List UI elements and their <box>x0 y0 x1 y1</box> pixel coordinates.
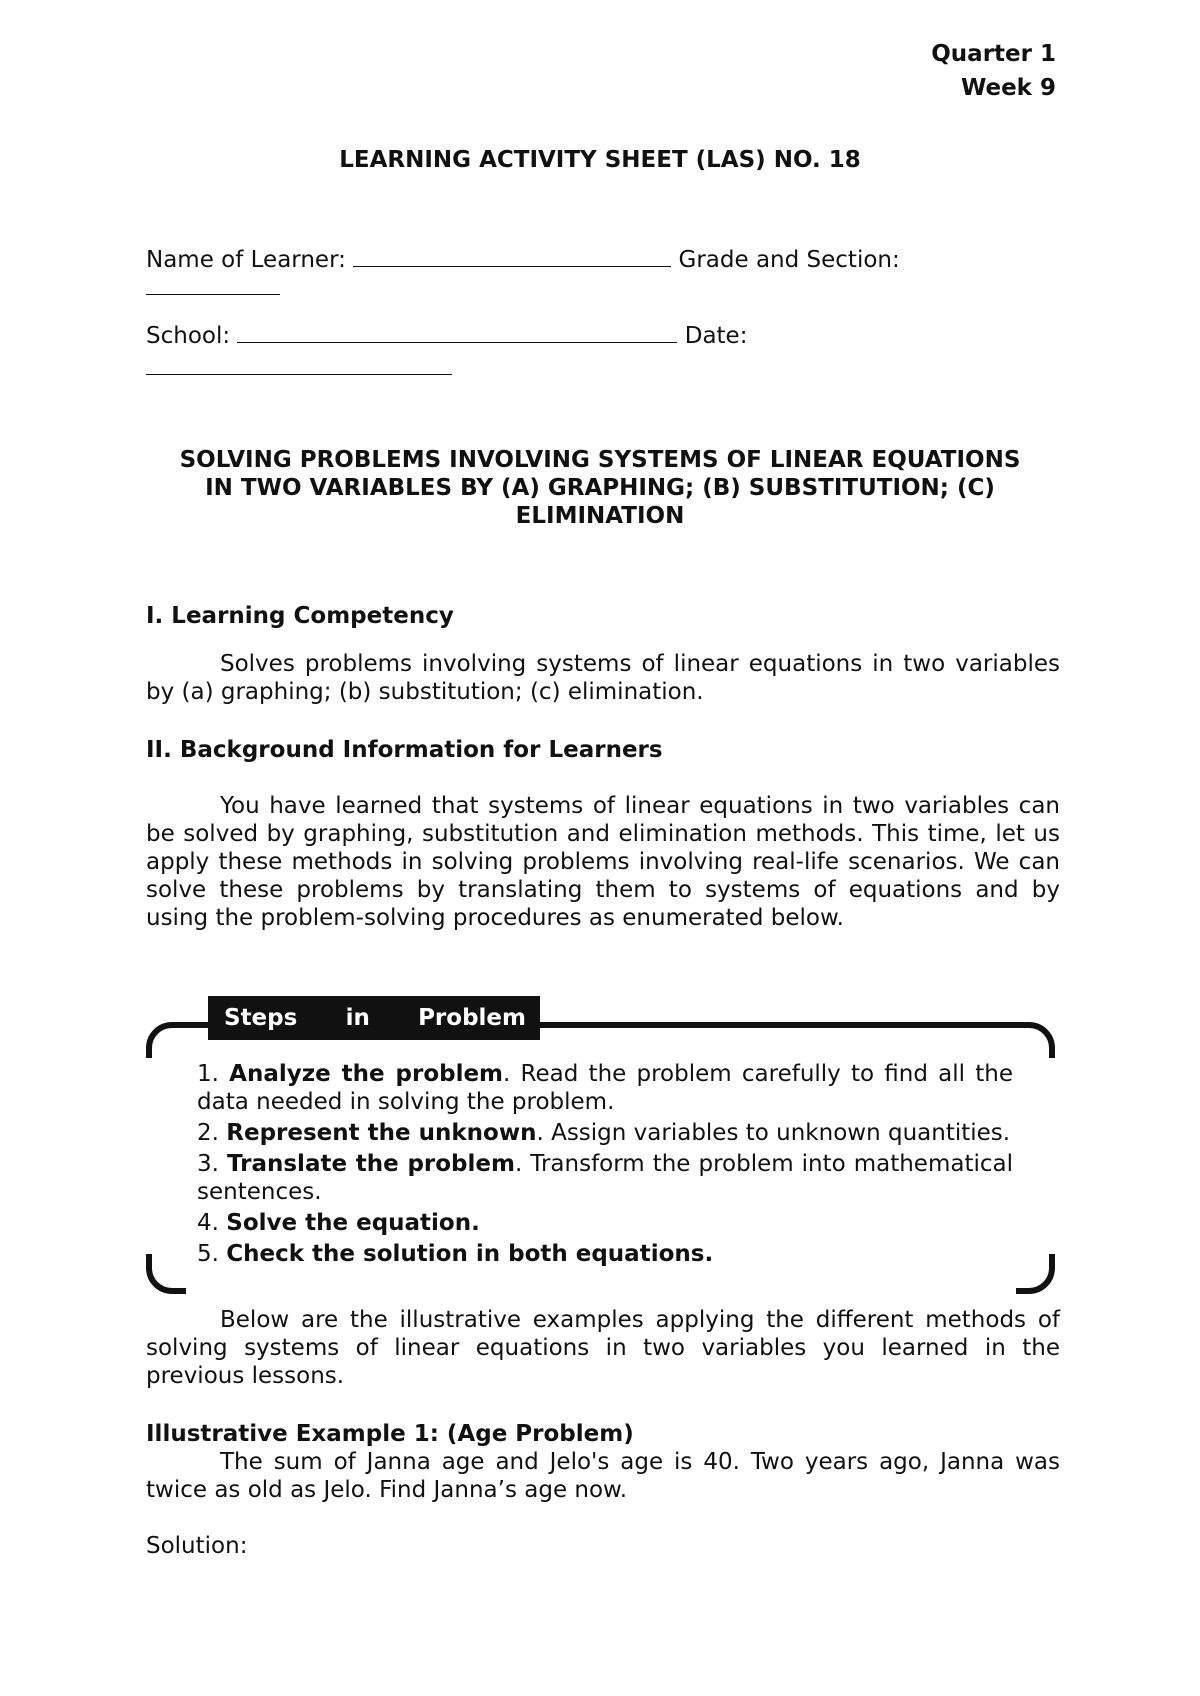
step-number: 1. <box>197 1061 219 1087</box>
step-description: . Assign variables to unknown quantities. <box>536 1120 1011 1146</box>
section-heading-background: II. Background Information for Learners <box>146 737 663 763</box>
main-title-line: SOLVING PROBLEMS INVOLVING SYSTEMS OF LINEAR EQUATIONS <box>179 447 1021 473</box>
step-description: . Read the problem carefully to find all the data needed in solving the problem. <box>197 1061 1013 1115</box>
grade-label: Grade and Section: <box>678 247 900 273</box>
step-title: Translate the problem <box>226 1151 515 1177</box>
main-title <box>146 446 1054 530</box>
steps-label-word: Steps <box>224 1005 298 1031</box>
step-number: 5. <box>197 1241 219 1267</box>
steps-label-word: Problem <box>418 1005 526 1031</box>
box-frame-mask <box>140 1058 160 1254</box>
steps-box-label <box>208 996 540 1040</box>
school-label: School: <box>146 323 231 349</box>
learning-competency-text: Solves problems involving systems of linear equations in two variables by (a) graphing; (b) substitution; (c) elimination. <box>146 651 1060 705</box>
step-number: 2. <box>197 1120 219 1146</box>
name-grade-row <box>146 244 900 274</box>
list-item <box>197 1119 1013 1147</box>
step-title: Check the solution in both equations. <box>226 1241 714 1267</box>
date-label: Date: <box>684 323 748 349</box>
step-number: 3. <box>197 1151 219 1177</box>
school-date-row <box>146 320 747 350</box>
list-item <box>197 1060 1013 1116</box>
list-item <box>197 1150 1013 1206</box>
box-frame-mask <box>1040 1058 1060 1254</box>
step-title: Solve the equation. <box>226 1210 480 1236</box>
main-title-line: ELIMINATION <box>515 503 685 529</box>
step-number: 4. <box>197 1210 219 1236</box>
step-description: . Transform the problem into mathematical sentences. <box>197 1151 1013 1205</box>
background-text: You have learned that systems of linear equations in two variables can be solved by graphing, substitution and elimination methods. This time, let us apply these methods in solving problems involving real-life scenarios. We can solve these problems by translating them to systems of equations and by using the problem-solving procedures as enumerated below. <box>146 793 1060 931</box>
quarter-label: Quarter 1 <box>931 41 1056 67</box>
examples-intro-text: Below are the illustrative examples applying the different methods of solving systems of linear equations in two variables you learned in the previous lessons. <box>146 1307 1060 1389</box>
las-title: LEARNING ACTIVITY SHEET (LAS) NO. 18 <box>339 147 861 173</box>
example-1-heading: Illustrative Example 1: (Age Problem) <box>146 1421 634 1447</box>
grade-blank[interactable] <box>146 272 280 295</box>
date-blank[interactable] <box>146 352 452 375</box>
section-heading-learning-competency: I. Learning Competency <box>146 603 454 629</box>
steps-list <box>197 1060 1013 1271</box>
example-1-text: The sum of Janna age and Jelo's age is 40. Two years ago, Janna was twice as old as Jelo. Find Janna’s age now. <box>146 1449 1060 1503</box>
list-item <box>197 1209 1013 1237</box>
school-blank[interactable] <box>237 320 677 343</box>
step-title: Analyze the problem <box>229 1061 504 1087</box>
list-item <box>197 1240 1013 1268</box>
name-label: Name of Learner: <box>146 247 346 273</box>
name-blank[interactable] <box>353 244 671 267</box>
week-label: Week 9 <box>960 75 1056 101</box>
steps-label-word: in <box>345 1005 370 1031</box>
solution-label: Solution: <box>146 1533 248 1559</box>
step-title: Represent the unknown <box>226 1120 537 1146</box>
main-title-line: IN TWO VARIABLES BY (A) GRAPHING; (B) SUBSTITUTION; (C) <box>205 475 995 501</box>
